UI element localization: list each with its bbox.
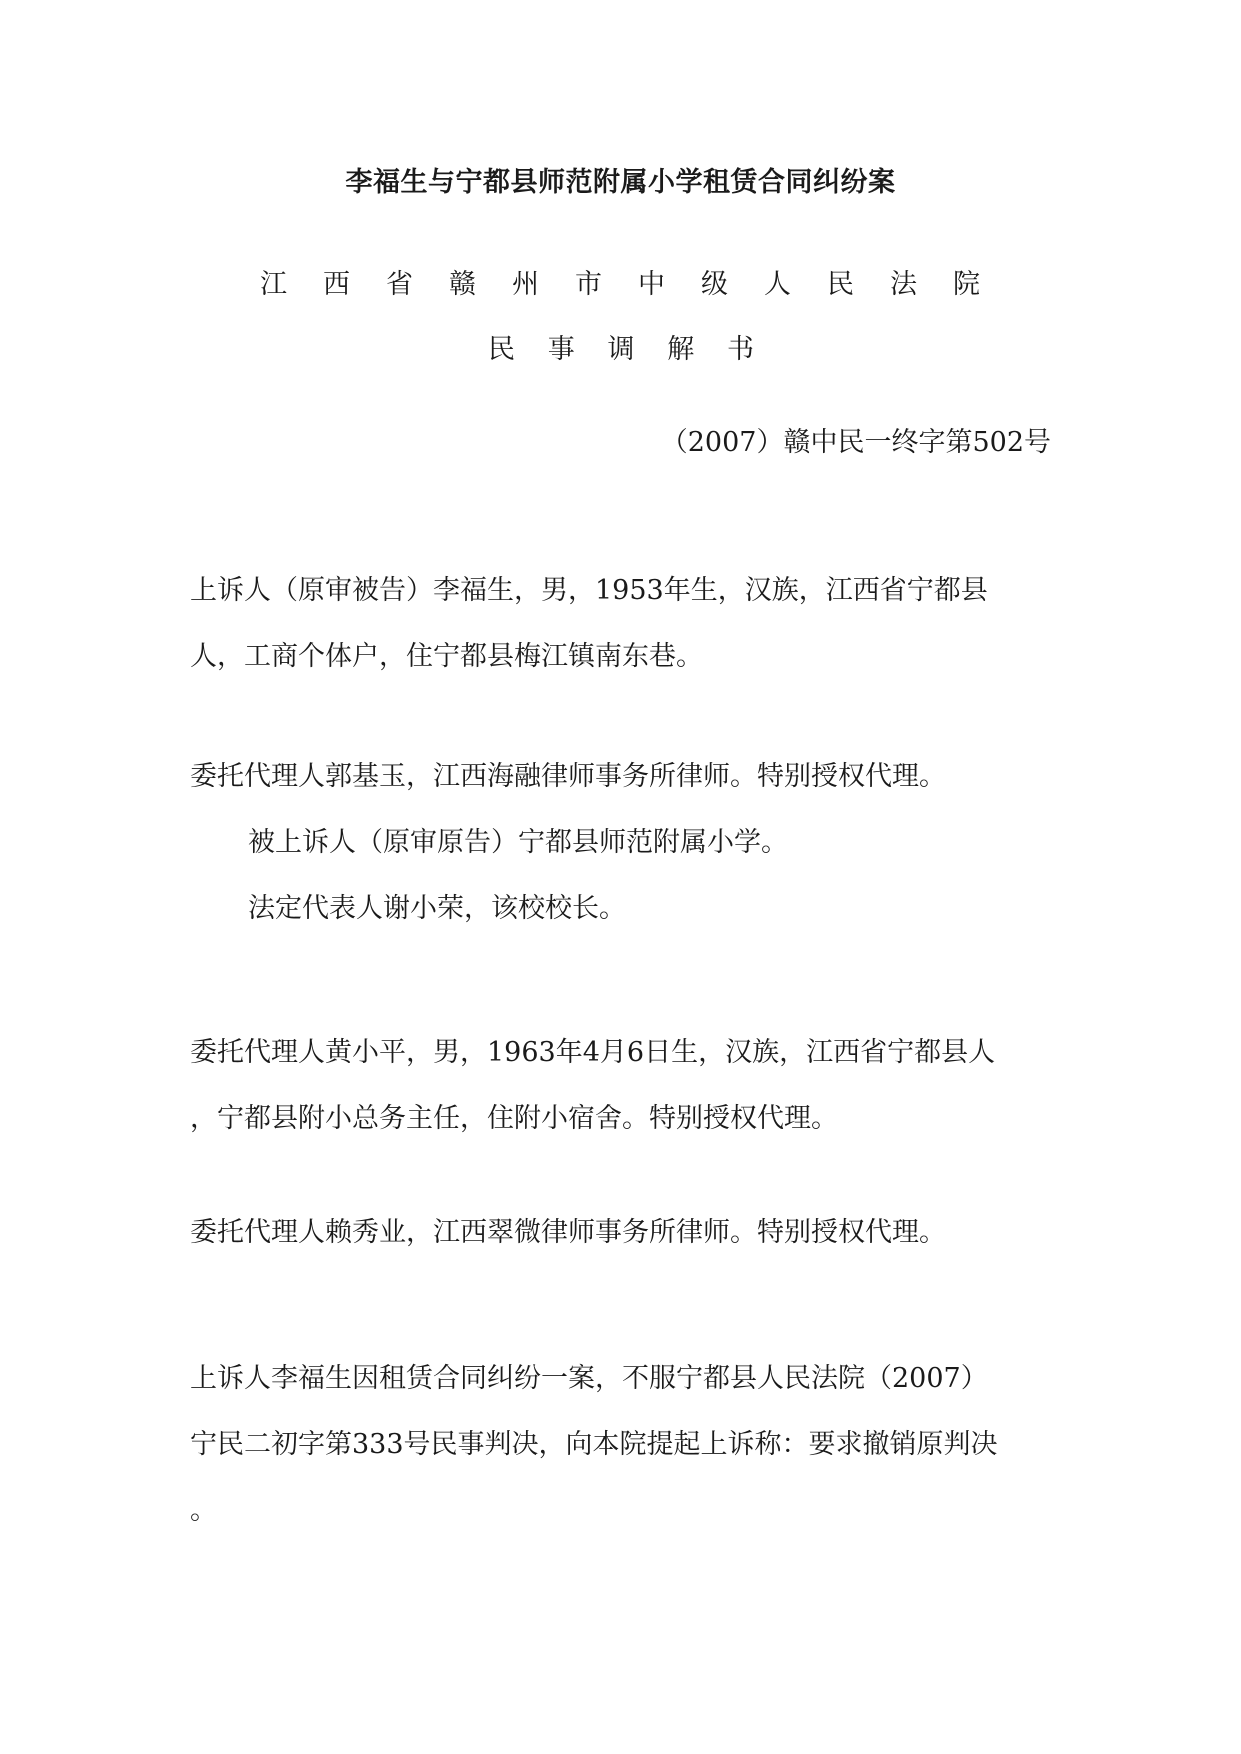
- appeal-paragraph: [190, 1346, 1060, 1544]
- court-char: 西: [323, 269, 350, 300]
- paragraph-line: 人，工商个体户，住宁都县梅江镇南东巷。: [190, 641, 703, 672]
- doctype-char: 调: [607, 334, 635, 365]
- paragraph-line: 被上诉人（原审原告）宁都县师范附属小学。: [248, 827, 788, 858]
- court-char: 省: [386, 269, 413, 300]
- paragraph-line: 委托代理人黄小平，男，1963年4月6日生，汉族，江西省宁都县人: [190, 1037, 996, 1068]
- paragraph-line: 委托代理人赖秀业，江西翠微律师事务所律师。特别授权代理。: [190, 1217, 946, 1248]
- court-name: [260, 262, 980, 301]
- paragraph-line: 法定代表人谢小荣，该校校长。: [248, 893, 626, 924]
- doctype-char: 事: [547, 334, 575, 365]
- appellant-paragraph: [190, 558, 1060, 690]
- doctype-char: 民: [488, 334, 515, 365]
- paragraph-line: 委托代理人郭基玉，江西海融律师事务所律师。特别授权代理。: [190, 761, 946, 792]
- court-char: 州: [512, 269, 539, 300]
- court-char: 法: [890, 269, 917, 300]
- paragraph-line: ，宁都县附小总务主任，住附小宿舍。特别授权代理。: [190, 1103, 838, 1134]
- court-char: 江: [260, 269, 287, 300]
- appellee-paragraph: [248, 810, 1118, 876]
- paragraph-line: 宁民二初字第333号民事判决，向本院提起上诉称：要求撤销原判决: [190, 1429, 998, 1460]
- doctype-char: 书: [727, 334, 754, 365]
- paragraph-line: 上诉人（原审被告）李福生，男，1953年生，汉族，江西省宁都县: [190, 575, 988, 606]
- document-title: 李福生与宁都县师范附属小学租赁合同纠纷案: [345, 167, 896, 198]
- agent2-paragraph: [190, 1020, 1060, 1152]
- agent3-paragraph: [190, 1200, 1060, 1266]
- paragraph-line: 上诉人李福生因租赁合同纠纷一案，不服宁都县人民法院（2007）: [190, 1363, 988, 1394]
- agent1-paragraph: [190, 744, 1060, 810]
- court-char: 级: [701, 269, 728, 300]
- case-number: （2007）赣中民一终字第502号: [660, 427, 1051, 458]
- legal-rep-paragraph: [248, 876, 1118, 942]
- court-char: 院: [953, 269, 980, 300]
- court-char: 民: [827, 269, 854, 300]
- paragraph-line: 。: [190, 1495, 217, 1526]
- court-char: 市: [575, 269, 602, 300]
- court-char: 赣: [449, 269, 476, 300]
- court-char: 中: [638, 269, 665, 300]
- court-char: 人: [764, 269, 791, 300]
- document-type: [488, 327, 754, 366]
- doctype-char: 解: [667, 334, 695, 365]
